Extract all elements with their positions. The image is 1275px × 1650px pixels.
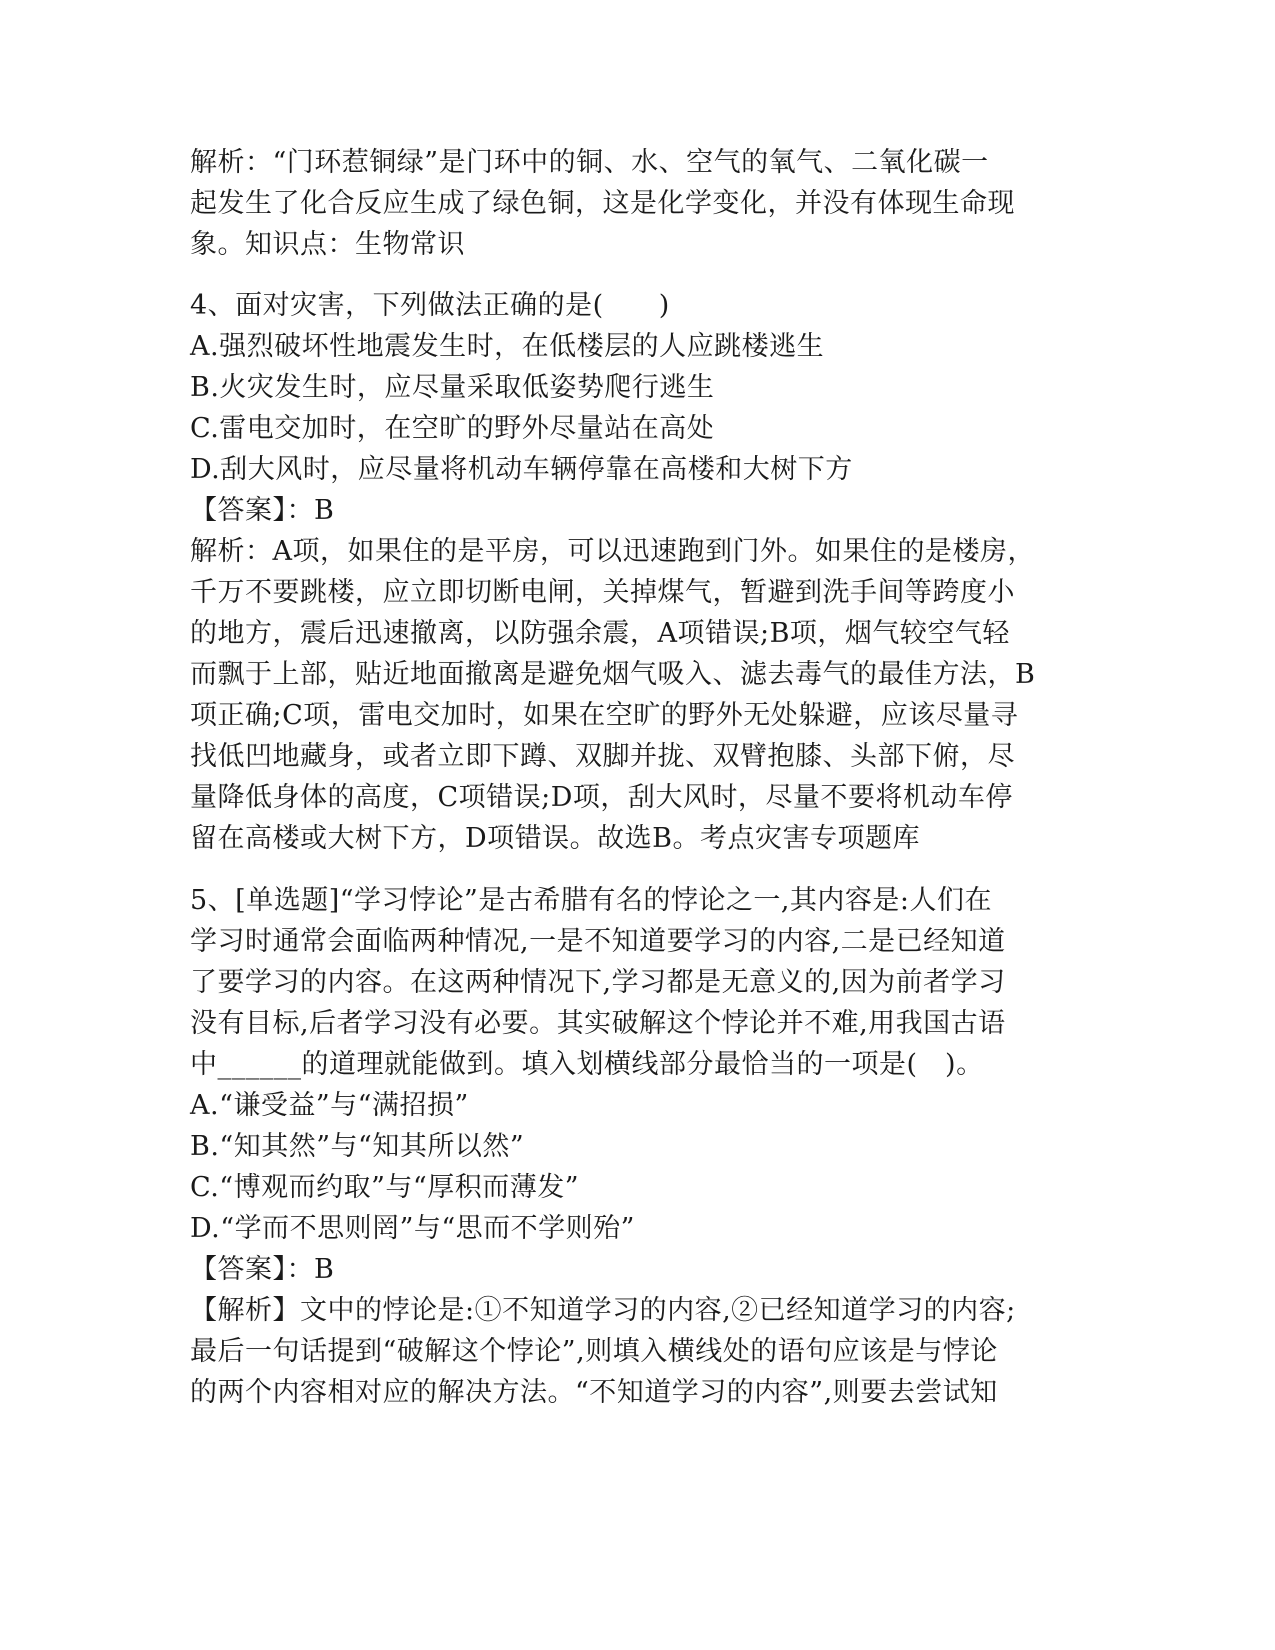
- question-5-stem: 没有目标,后者学习没有必要。其实破解这个悖论并不难,用我国古语: [190, 1008, 1006, 1039]
- question-5-stem: 中______的道理就能做到。填入划横线部分最恰当的一项是( )。: [190, 1049, 984, 1080]
- question-4-analysis: 千万不要跳楼，应立即切断电闸，关掉煤气，暂避到洗手间等跨度小: [190, 577, 1015, 608]
- question-4-analysis: 找低凹地藏身，或者立即下蹲、双脚并拢、双臂抱膝、头部下俯，尽: [190, 741, 1015, 772]
- question-5-analysis: 的两个内容相对应的解决方法。“不知道学习的内容”,则要去尝试知: [190, 1377, 998, 1408]
- question-4-stem: 4、面对灾害，下列做法正确的是( ): [190, 290, 670, 321]
- question-4-option-b: B.火灾发生时，应尽量采取低姿势爬行逃生: [190, 372, 715, 403]
- question-5-option-c: C.“博观而约取”与“厚积而薄发”: [190, 1172, 579, 1203]
- question-5-option-d: D.“学而不思则罔”与“思而不学则殆”: [190, 1213, 635, 1244]
- question-5-option-b: B.“知其然”与“知其所以然”: [190, 1131, 525, 1162]
- text-line: 解析：“门环惹铜绿”是门环中的铜、水、空气的氧气、二氧化碳一: [190, 147, 989, 178]
- question-4-analysis: 解析：A项，如果住的是平房，可以迅速跑到门外。如果住的是楼房，: [190, 536, 1035, 567]
- question-4-option-d: D.刮大风时，应尽量将机动车辆停靠在高楼和大树下方: [190, 454, 853, 485]
- question-5-answer: 【答案】：B: [190, 1254, 335, 1285]
- question-4-analysis: 留在高楼或大树下方，D项错误。故选B。考点灾害专项题库: [190, 823, 920, 854]
- question-4-analysis: 项正确;C项，雷电交加时，如果在空旷的野外无处躲避，应该尽量寻: [190, 700, 1019, 731]
- text-line: 象。知识点：生物常识: [190, 229, 465, 260]
- question-5-stem: 学习时通常会面临两种情况,一是不知道要学习的内容,二是已经知道: [190, 926, 1006, 957]
- question-5-analysis: 最后一句话提到“破解这个悖论”,则填入横线处的语句应该是与悖论: [190, 1336, 998, 1367]
- question-5-option-a: A.“谦受益”与“满招损”: [190, 1090, 469, 1121]
- question-4-analysis: 的地方，震后迅速撤离，以防强余震，A项错误;B项，烟气较空气轻: [190, 618, 1010, 649]
- question-5-analysis: 【解析】文中的悖论是:①不知道学习的内容,②已经知道学习的内容;: [190, 1295, 1016, 1326]
- question-5-stem: 了要学习的内容。在这两种情况下,学习都是无意义的,因为前者学习: [190, 967, 1006, 998]
- question-4-analysis: 量降低身体的高度，C项错误;D项，刮大风时，尽量不要将机动车停: [190, 782, 1013, 813]
- question-4-analysis: 而飘于上部，贴近地面撤离是避免烟气吸入、滤去毒气的最佳方法，B: [190, 659, 1036, 690]
- question-4-option-a: A.强烈破坏性地震发生时，在低楼层的人应跳楼逃生: [190, 331, 825, 362]
- text-line: 起发生了化合反应生成了绿色铜，这是化学变化，并没有体现生命现: [190, 188, 1015, 219]
- question-4-option-c: C.雷电交加时，在空旷的野外尽量站在高处: [190, 413, 715, 444]
- question-4-answer: 【答案】：B: [190, 495, 335, 526]
- question-5-stem: 5、[单选题]“学习悖论”是古希腊有名的悖论之一,其内容是:人们在: [190, 885, 993, 916]
